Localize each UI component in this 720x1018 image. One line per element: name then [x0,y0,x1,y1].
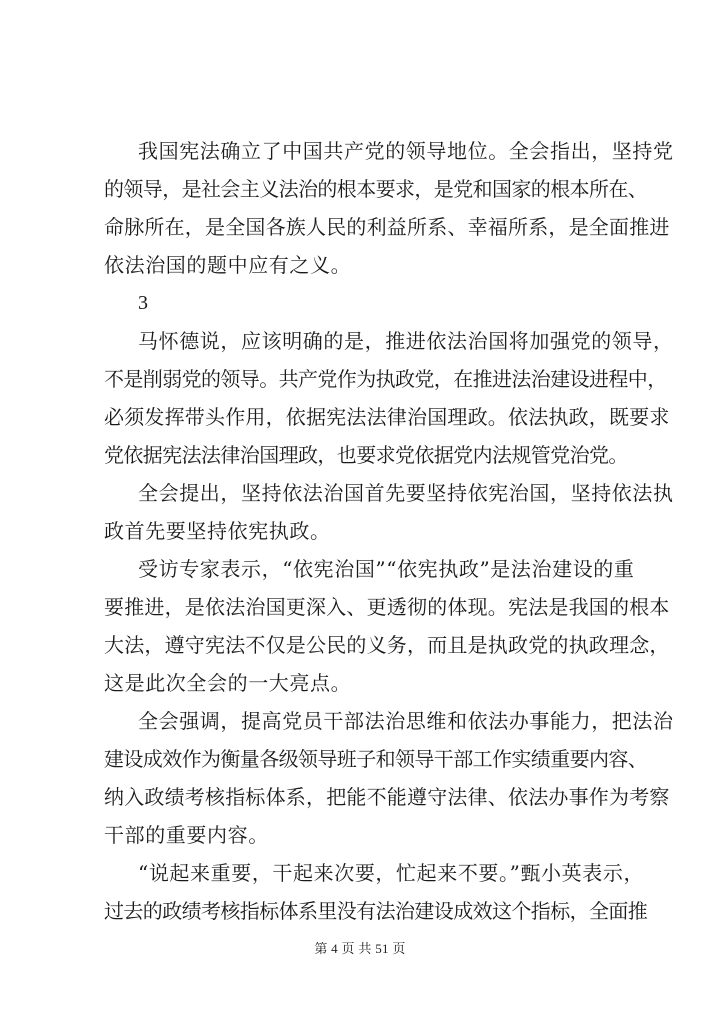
text-line: 马怀德说，应该明确的是，推进依法治国将加强党的领导， [138,329,674,353]
text-line: 必须发挥带头作用，依据宪法法律治国理政。依法执政，既要求 [104,405,670,429]
document-body [104,132,674,930]
paragraph-ma-huaide [104,322,674,474]
text-line: 全会强调，提高党员干部法治思维和依法办事能力，把法治 [138,709,674,733]
text-line: 党依据宪法法律治国理政，也要求党依据党内法规管党治党。 [104,443,628,467]
paragraph-party-leadership [104,132,674,284]
text-line: 干部的重要内容。 [104,823,269,847]
text-line: 大法，遵守宪法不仅是公民的义务，而且是执政党的执政理念， [104,633,670,657]
text-line: “说起来重要，干起来次要，忙起来不要。”甄小英表示， [138,861,645,885]
text-line: 不是削弱党的领导。共产党作为执政党，在推进法治建设进程中， [104,367,667,391]
text-line: 全会提出，坚持依法治国首先要坚持依宪治国，坚持依法执 [138,481,674,505]
paragraph-constitution-first [104,474,674,550]
text-line: 政首先要坚持依宪执政。 [104,519,331,543]
text-line: 过去的政绩考核指标体系里没有法治建设成效这个指标，全面推 [104,899,648,923]
paragraph-expert-views [104,550,670,702]
section-number: 3 [138,292,149,314]
text-line: 要推进，是依法治国更深入、更透彻的体现。宪法是我国的根本 [104,595,670,619]
text-line: 我国宪法确立了中国共产党的领导地位。全会指出，坚持党 [138,139,674,163]
text-line: 受访专家表示，“依宪治国”“依宪执政”是法治建设的重 [138,557,635,581]
paragraph-zhen-xiaoying [104,854,648,930]
text-line: 依法治国的题中应有之义。 [104,253,352,277]
text-line: 的领导，是社会主义法治的根本要求，是党和国家的根本所在、 [104,177,648,201]
text-line: 纳入政绩考核指标体系，把能不能遵守法律、依法办事作为考察 [104,785,670,809]
paragraph-section-number [104,284,630,322]
text-line: 这是此次全会的一大亮点。 [104,671,352,695]
text-line: 命脉所在，是全国各族人民的利益所系、幸福所系，是全面推进 [104,215,670,239]
paragraph-assessment [104,702,674,854]
text-line: 建设成效作为衡量各级领导班子和领导干部工作实绩重要内容、 [104,747,648,771]
page-footer: 第 4 页 共 51 页 [314,941,406,956]
